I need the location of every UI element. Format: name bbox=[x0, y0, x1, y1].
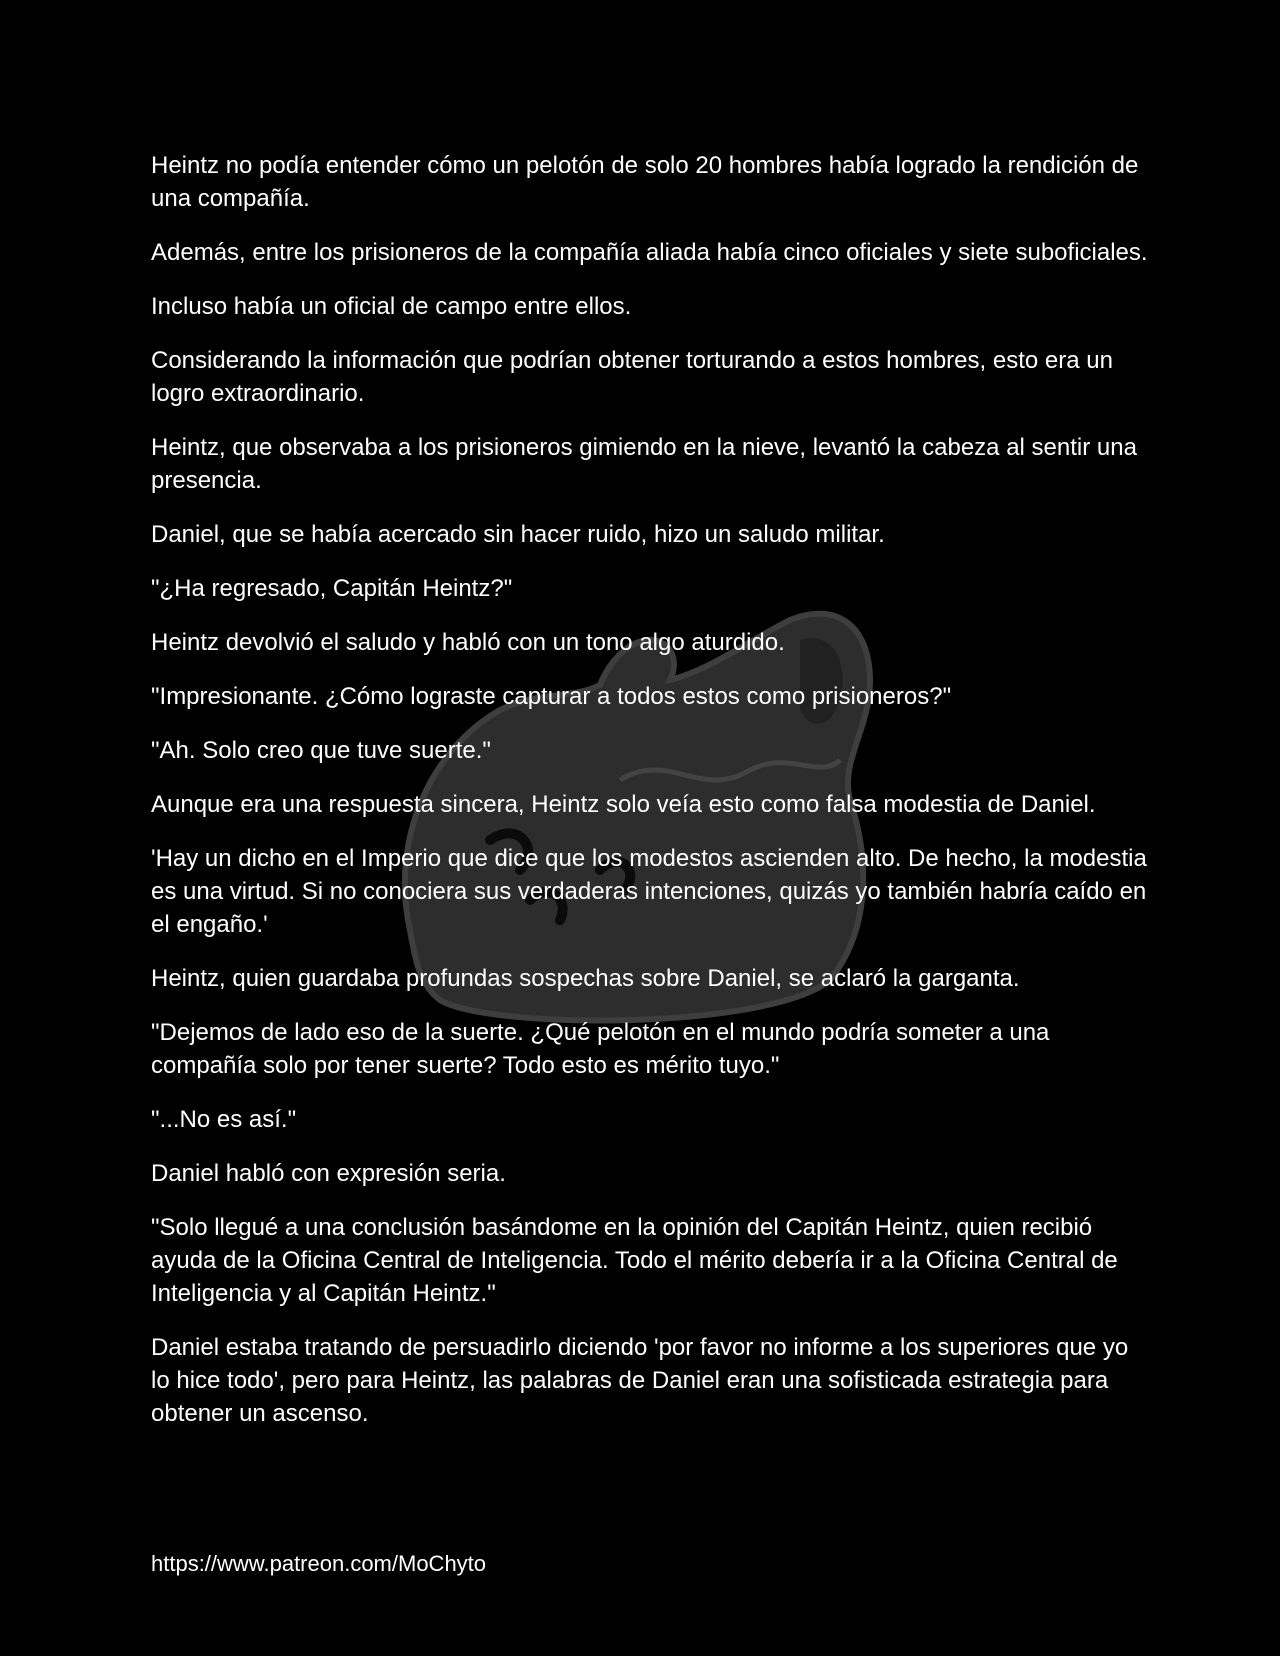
paragraph: "¿Ha regresado, Capitán Heintz?" bbox=[151, 575, 513, 602]
paragraph: Daniel, que se había acercado sin hacer ruido, hizo un saludo militar. bbox=[151, 521, 885, 548]
paragraph: "Dejemos de lado eso de la suerte. ¿Qué pelotón en el mundo podría someter a una compañía solo por tener suerte? Todo esto es mérito tuyo." bbox=[151, 1019, 1050, 1079]
patreon-link[interactable]: https://www.patreon.com/MoChyto bbox=[151, 1551, 487, 1576]
chapter-text bbox=[151, 149, 1151, 1451]
paragraph: "...No es así." bbox=[151, 1106, 297, 1133]
paragraph: Heintz, quien guardaba profundas sospechas sobre Daniel, se aclaró la garganta. bbox=[151, 965, 1020, 992]
paragraph: Aunque era una respuesta sincera, Heintz solo veía esto como falsa modestia de Daniel. bbox=[151, 791, 1096, 818]
paragraph: 'Hay un dicho en el Imperio que dice que los modestos ascienden alto. De hecho, la modestia es una virtud. Si no conociera sus verdaderas intenciones, quizás yo también habría caído en el engaño.' bbox=[151, 845, 1147, 938]
paragraph: Heintz, que observaba a los prisioneros gimiendo en la nieve, levantó la cabeza al sentir una presencia. bbox=[151, 434, 1137, 494]
paragraph: Heintz devolvió el saludo y habló con un tono algo aturdido. bbox=[151, 629, 785, 656]
paragraph: "Ah. Solo creo que tuve suerte." bbox=[151, 737, 491, 764]
paragraph: "Solo llegué a una conclusión basándome en la opinión del Capitán Heintz, quien recibió ayuda de la Oficina Central de Inteligencia. Todo el mérito debería ir a la Oficina Central de Inteligencia y al Capitán Heintz." bbox=[151, 1214, 1118, 1307]
paragraph: Daniel estaba tratando de persuadirlo diciendo 'por favor no informe a los superiores que yo lo hice todo', pero para Heintz, las palabras de Daniel eran una sofisticada estrategia para obtener un ascenso. bbox=[151, 1334, 1129, 1427]
paragraph: "Impresionante. ¿Cómo lograste capturar a todos estos como prisioneros?" bbox=[151, 683, 952, 710]
paragraph: Daniel habló con expresión seria. bbox=[151, 1160, 506, 1187]
paragraph: Considerando la información que podrían obtener torturando a estos hombres, esto era un logro extraordinario. bbox=[151, 347, 1113, 407]
paragraph: Incluso había un oficial de campo entre ellos. bbox=[151, 293, 632, 320]
paragraph: Además, entre los prisioneros de la compañía aliada había cinco oficiales y siete suboficiales. bbox=[151, 239, 1148, 266]
paragraph: Heintz no podía entender cómo un pelotón de solo 20 hombres había logrado la rendición de una compañía. bbox=[151, 152, 1139, 212]
